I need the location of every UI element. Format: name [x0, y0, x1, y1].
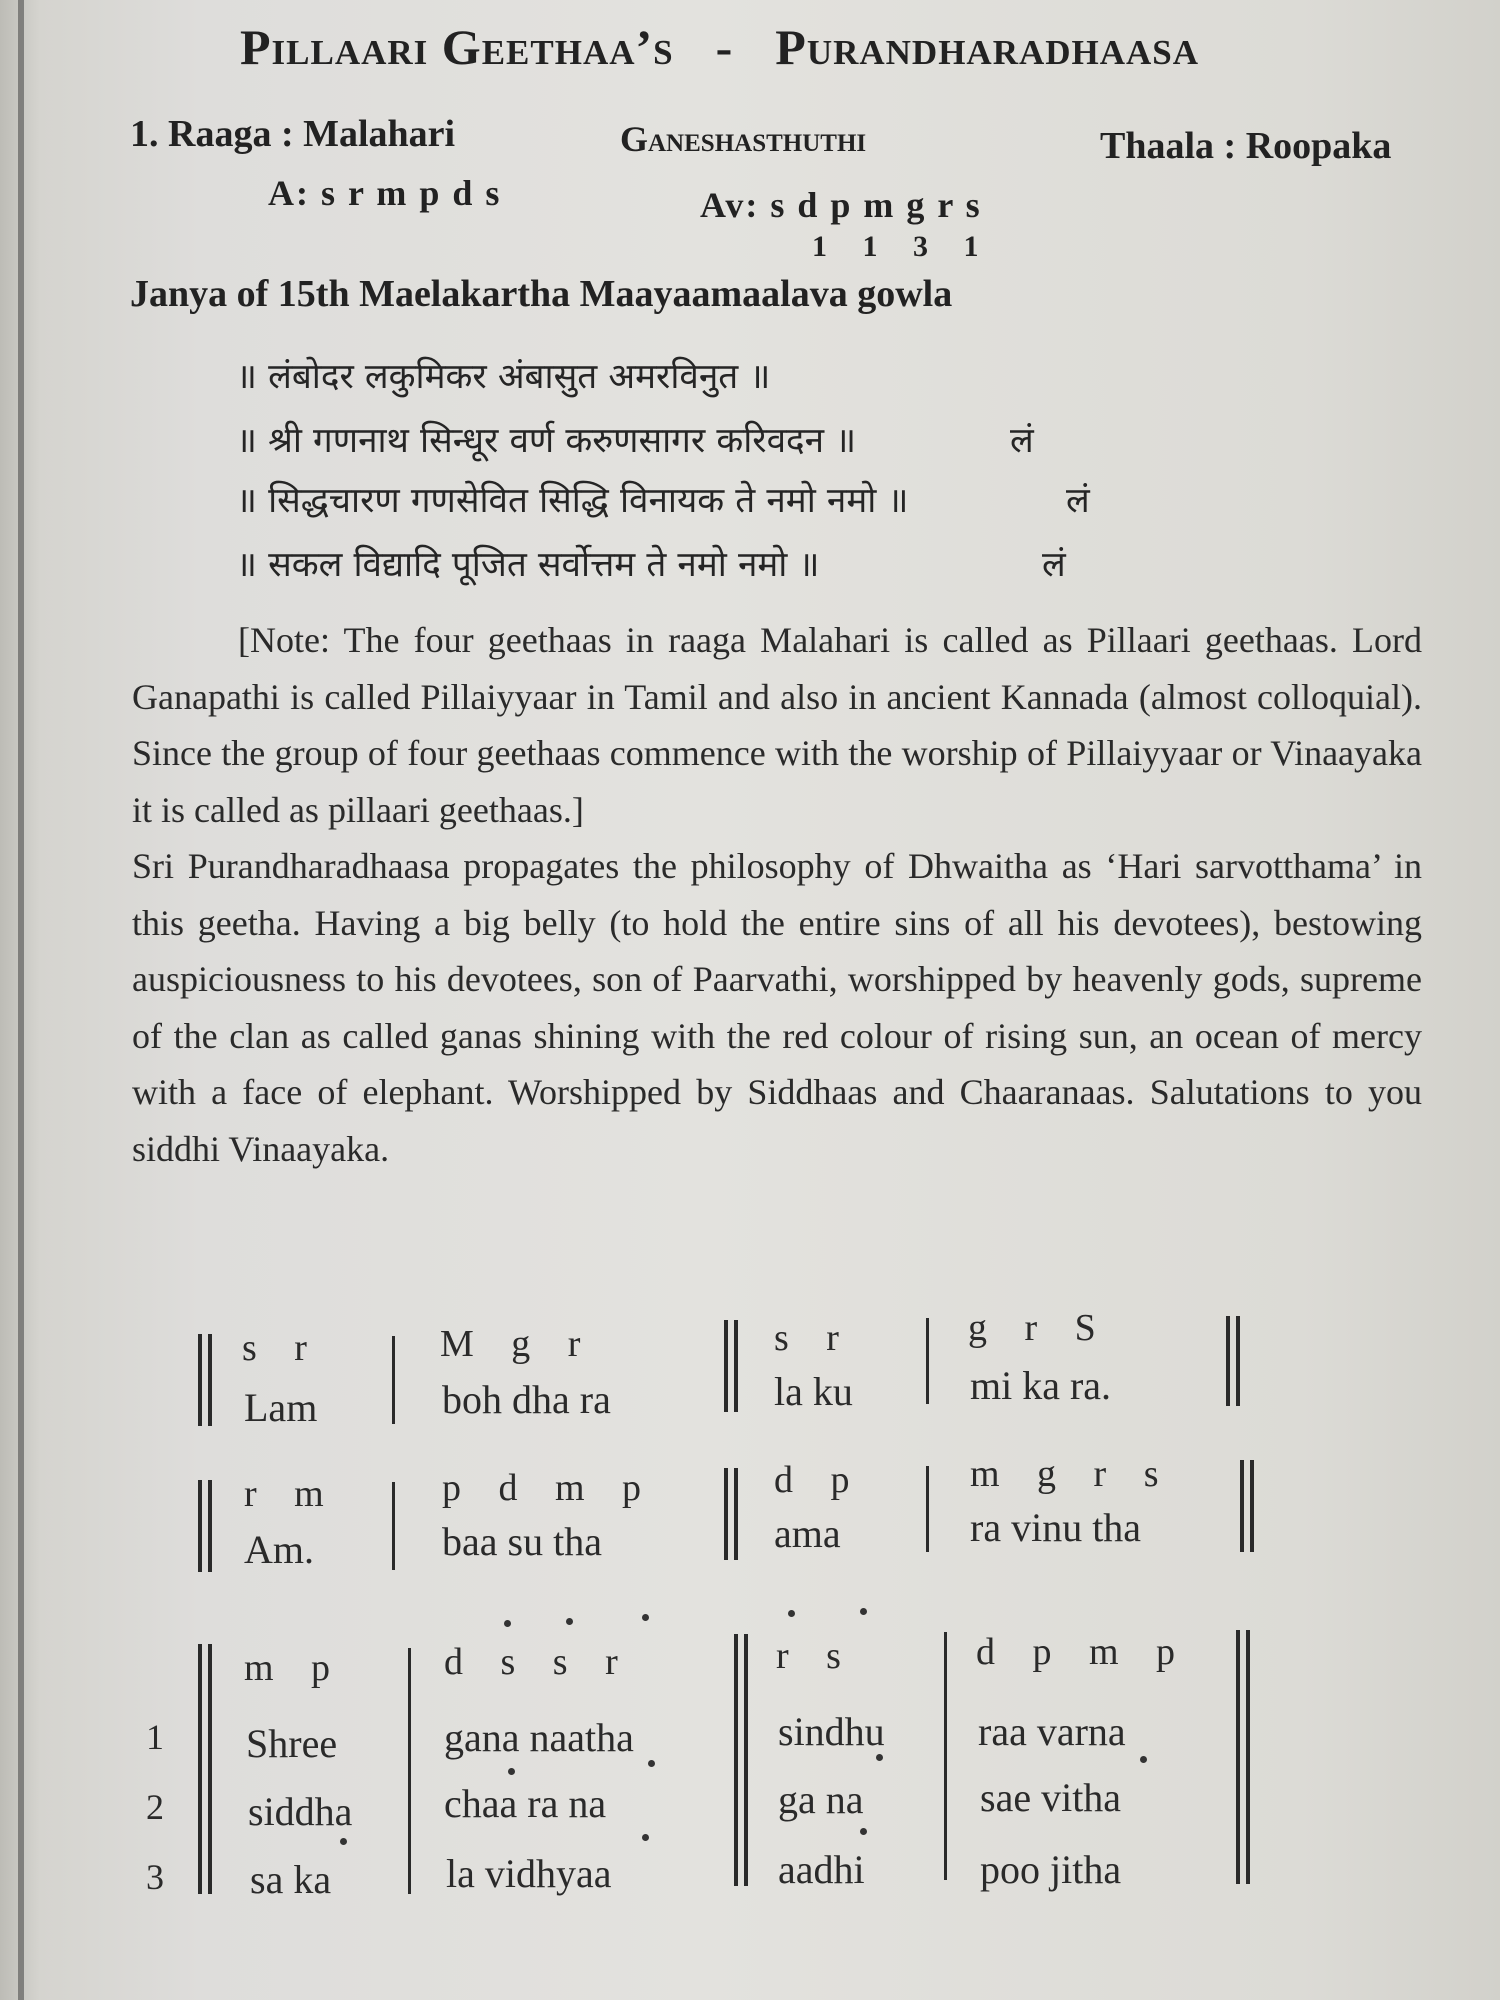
single-bar [944, 1632, 947, 1880]
lyric-cell: sa ka [250, 1857, 332, 1902]
lower-octave-dot [642, 1834, 649, 1841]
double-bar [1236, 1316, 1240, 1406]
lyric-cell: ra vinu tha [970, 1505, 1142, 1550]
composition-name: Ganeshasthuthi [620, 119, 867, 159]
avarohana: Av: s d p m g r s [700, 185, 982, 225]
title-left: Pillaari Geethaa’s [240, 19, 674, 75]
lyric-cell: raa varna [978, 1709, 1126, 1754]
raaga-label: 1. Raaga : Malahari [130, 113, 456, 155]
lyric-cell: gana naatha [444, 1715, 634, 1760]
lower-octave-dot [860, 1828, 867, 1835]
lower-octave-dot [1140, 1756, 1147, 1763]
lyric-cell: poo jitha [980, 1847, 1122, 1892]
lyric-cell: Shree [246, 1721, 338, 1766]
sanskrit-line-2-refrain: लं [1010, 421, 1034, 461]
lower-octave-dot [508, 1768, 515, 1775]
swara-cell: m g r s [970, 1453, 1173, 1495]
lower-octave-dot [340, 1838, 347, 1845]
swara-cell: d p m p [976, 1631, 1190, 1673]
upper-octave-dot [788, 1610, 795, 1617]
note-text [132, 612, 1422, 1177]
page-title [240, 18, 1300, 76]
lyric-cell: ga na [778, 1777, 864, 1822]
swara-cell: s r [774, 1317, 853, 1359]
single-bar [408, 1648, 411, 1894]
title-right: Purandharadhaasa [775, 19, 1200, 75]
janya-line: Janya of 15th Maelakartha Maayaamaalava gowla [130, 273, 953, 315]
swara-cell: p d m p [442, 1467, 656, 1509]
sanskrit-line-2-text: ॥ श्री गणनाथ सिन्धूर वर्ण करुणसागर करिवदन ॥ [236, 421, 857, 461]
swara-cell: d s s r [444, 1641, 632, 1683]
double-bar [208, 1480, 212, 1572]
swara-cell: m p [244, 1647, 345, 1689]
sanskrit-line-4 [236, 540, 1066, 587]
line-number: 1 [146, 1717, 164, 1757]
swara-cell: g r S [968, 1307, 1110, 1349]
upper-octave-dot [642, 1614, 649, 1621]
double-bar [1250, 1460, 1254, 1552]
swara-cell: M g r [440, 1323, 595, 1365]
upper-octave-dot [860, 1608, 867, 1615]
double-bar [734, 1468, 738, 1560]
lyric-cell: Lam [244, 1385, 318, 1430]
single-bar [392, 1482, 395, 1570]
double-bar [744, 1634, 748, 1886]
swara-cell: d p [774, 1459, 864, 1501]
swara-cell: r s [776, 1635, 855, 1677]
single-bar [392, 1336, 395, 1424]
double-bar [208, 1644, 212, 1894]
sanskrit-line-3-refrain: लं [1066, 481, 1090, 521]
upper-octave-dot [566, 1618, 573, 1625]
lyric-cell: aadhi [778, 1847, 865, 1892]
gamaka-marks: 1 1 3 1 [812, 230, 993, 263]
double-bar [734, 1320, 738, 1412]
double-bar [198, 1480, 202, 1572]
summary-paragraph: Sri Purandharadhaasa propagates the philosophy of Dhwaitha as ‘Hari sarvotthama’ in this geetha. Having a big belly (to hold the entire sins of all his devotees), bestowing auspiciousness to his devotees, son of Paarvathi, worshipped by heavenly gods, supreme of the clan as called ganas shining with the red colour of rising sun, an ocean of mercy with a face of elephant. Worshipped by Siddhaas and Chaaranaas. Salutations to you siddhi Vinaayaka. [132, 846, 1422, 1169]
sanskrit-line-1-text: ॥ लंबोदर लकुमिकर अंबासुत अमरविनुत ॥ [236, 357, 771, 397]
double-bar [1246, 1630, 1250, 1884]
lyric-cell: ama [774, 1511, 841, 1556]
lyric-cell: sindhu [778, 1709, 885, 1754]
lyric-cell: la vidhyaa [446, 1851, 612, 1896]
double-bar [734, 1634, 738, 1886]
single-bar [926, 1318, 929, 1404]
sanskrit-line-4-text: ॥ सकल विद्यादि पूजित सर्वोत्तम ते नमो नमो ॥ [236, 545, 820, 585]
title-separator: - [715, 19, 734, 75]
sanskrit-line-3 [236, 476, 1090, 523]
double-bar [198, 1334, 202, 1426]
double-bar [724, 1320, 728, 1412]
lyric-cell: siddha [248, 1789, 353, 1834]
swara-cell: r m [244, 1473, 338, 1515]
double-bar [1240, 1460, 1244, 1552]
lyric-cell: la ku [774, 1369, 853, 1414]
upper-octave-dot [504, 1620, 511, 1627]
sanskrit-line-4-refrain: लं [1042, 545, 1066, 585]
line-number: 3 [146, 1857, 164, 1897]
double-bar [1226, 1316, 1230, 1406]
double-bar [198, 1644, 202, 1894]
book-spine [18, 0, 24, 2000]
arohana: A: s r m p d s [268, 173, 502, 213]
lyric-cell: chaa ra na [444, 1781, 607, 1826]
lower-octave-dot [876, 1754, 883, 1761]
sanskrit-line-2 [236, 416, 1034, 463]
thaala-label: Thaala : Roopaka [1100, 125, 1392, 167]
double-bar [1236, 1630, 1240, 1884]
lyric-cell: baa su tha [442, 1519, 602, 1564]
line-number: 2 [146, 1787, 164, 1827]
double-bar [208, 1334, 212, 1426]
lyric-cell: sae vitha [980, 1775, 1122, 1820]
lyric-cell: Am. [244, 1527, 314, 1572]
sanskrit-line-3-text: ॥ सिद्धचारण गणसेवित सिद्धि विनायक ते नमो नमो ॥ [236, 481, 909, 521]
single-bar [926, 1466, 929, 1552]
lyric-cell: boh dha ra [442, 1377, 611, 1422]
lyric-cell: mi ka ra. [970, 1363, 1112, 1408]
lower-octave-dot [648, 1760, 655, 1767]
swara-cell: s r [242, 1327, 321, 1369]
double-bar [724, 1468, 728, 1560]
sanskrit-line-1 [236, 352, 770, 399]
note-paragraph: [Note: The four geethaas in raaga Malahari is called as Pillaari geethaas. Lord Ganapathi is called Pillaiyyaar in Tamil and also in ancient Kannada (almost colloquial). Since the group of four geethaas commence with the worship of Pillaiyyaar or Vinaayaka it is called as pillaari geethaas.] [132, 620, 1422, 830]
